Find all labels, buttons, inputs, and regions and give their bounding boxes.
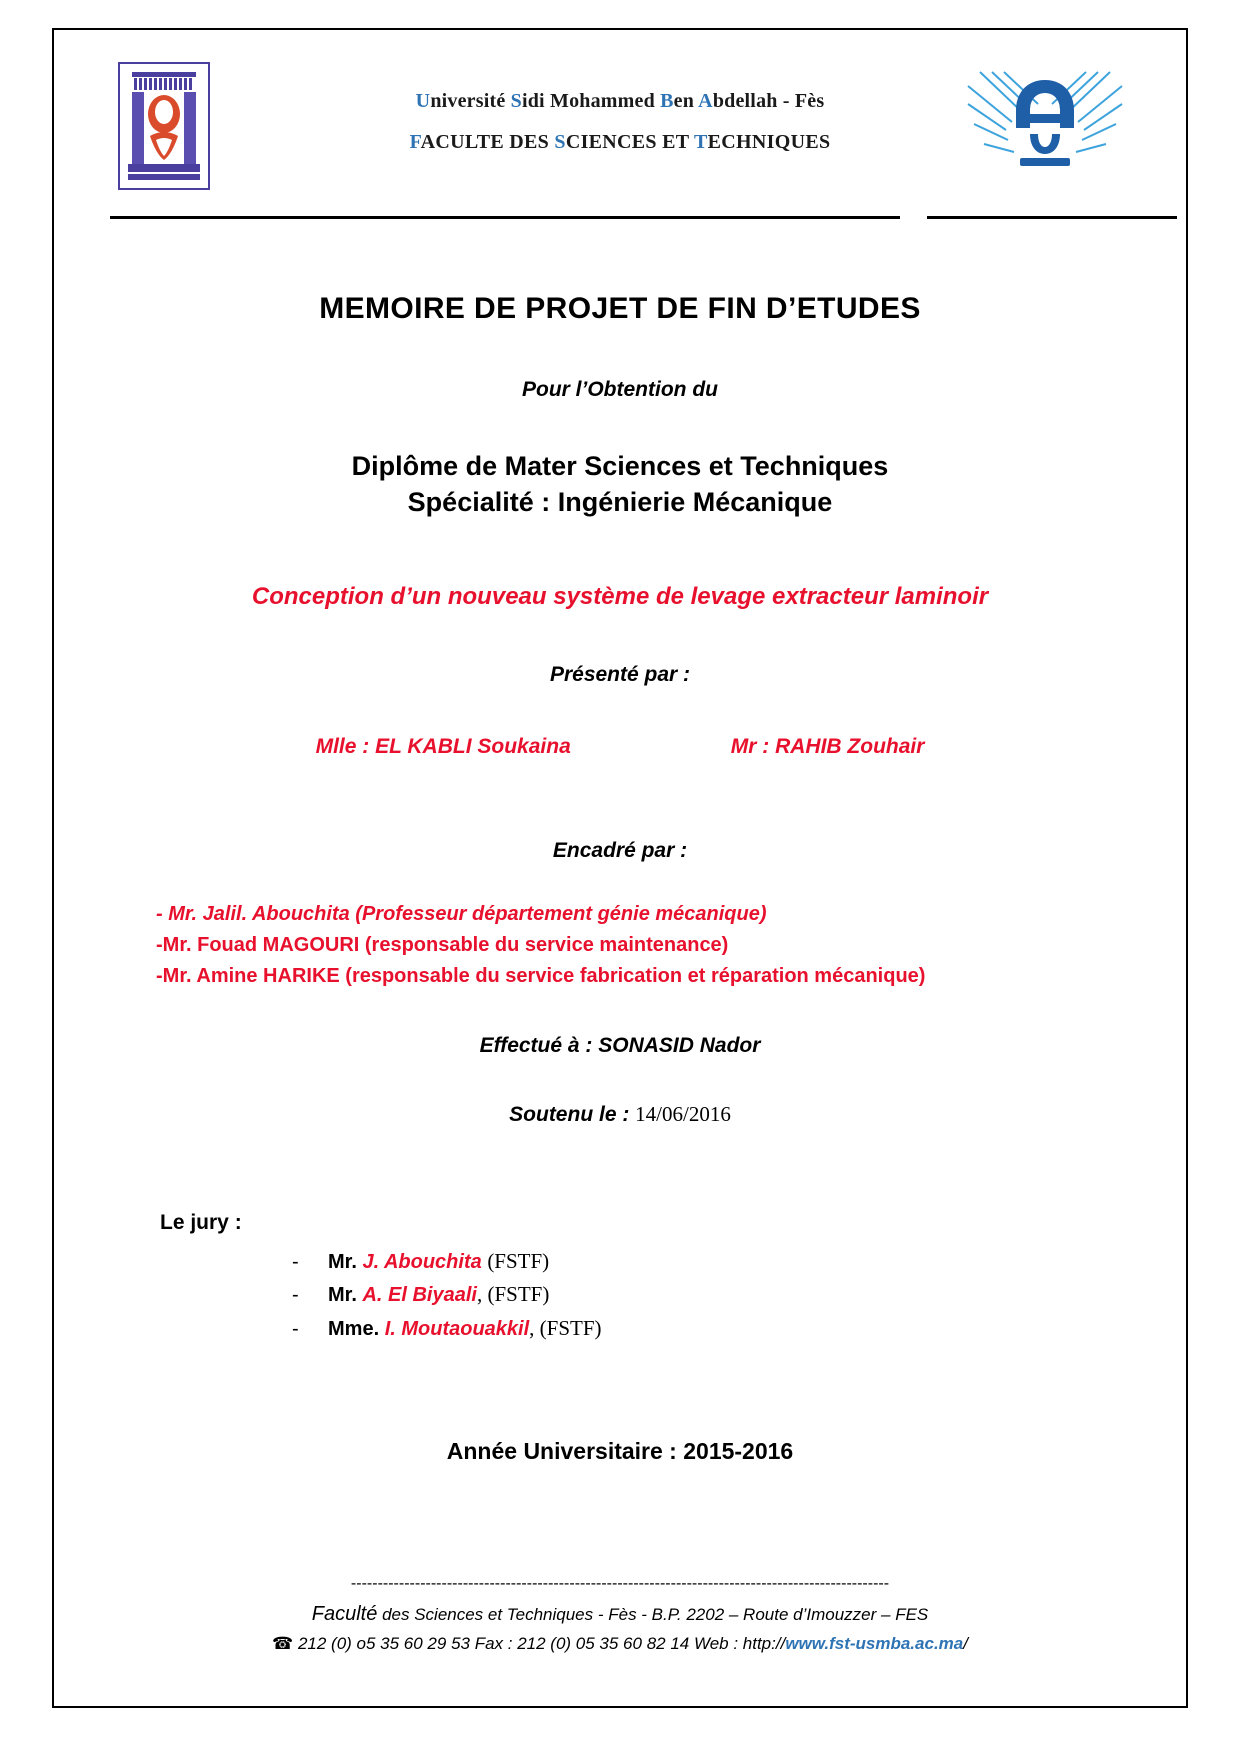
header-text-block (292, 90, 948, 154)
faculty-line: FACULTE DES SCIENCES ET TECHNIQUES (409, 131, 831, 153)
fst-logo (960, 66, 1130, 172)
usmba-seal-logo (118, 62, 210, 190)
document-header (82, 58, 1158, 198)
jury-role-2: Mr. (328, 1284, 357, 1307)
footer-address-rest: des Sciences et Techniques - Fès - B.P. 2202 – Route d’Imouzzer – FES (377, 1605, 929, 1624)
defense-line (82, 1102, 1158, 1127)
header-divider-right (927, 216, 1177, 219)
diploma-line-1: Diplôme de Mater Sciences et Techniques (351, 451, 889, 481)
jury-label: Le jury : (160, 1210, 242, 1234)
phone-icon: ☎ (272, 1634, 294, 1654)
document-page (52, 28, 1188, 1708)
footer-contact-suffix: / (963, 1634, 968, 1653)
footer-address (114, 1603, 1126, 1626)
subtitle: Pour l’Obtention du (522, 378, 718, 401)
document-body (82, 230, 1158, 1465)
footer-separator: ----------------------------------------------------------------------------------------------------- (350, 1575, 890, 1592)
author-1: Mlle : EL KABLI Soukaina (315, 734, 571, 758)
jury-member (292, 1278, 1158, 1312)
project-title: Conception d’un nouveau système de levage extracteur laminoir (251, 582, 989, 610)
defense-date: 14/06/2016 (635, 1101, 731, 1126)
jury-role-1: Mr. (328, 1250, 357, 1273)
document-footer (114, 1575, 1126, 1654)
supervisors-list (156, 899, 1158, 992)
jury-member (292, 1312, 1158, 1346)
website-link[interactable]: www.fst-usmba.ac.ma (785, 1634, 964, 1653)
jury-name-2: A. El Biyaali (362, 1284, 477, 1307)
author-2: Mr : RAHIB Zouhair (730, 734, 925, 758)
defense-label: Soutenu le : (509, 1102, 630, 1126)
jury-inst-2: , (FSTF) (476, 1282, 550, 1307)
supervisor-2: -Mr. Fouad MAGOURI (responsable du service maintenance) (156, 933, 729, 956)
jury-name-1: J. Abouchita (362, 1250, 482, 1273)
diploma-line-2: Spécialité : Ingénierie Mécanique (407, 487, 833, 518)
footer-address-emphasis: Faculté (311, 1603, 378, 1625)
jury-bullet-2: - (292, 1284, 299, 1307)
jury-role-3: Mme. (328, 1318, 380, 1341)
jury-bullet-3: - (292, 1318, 299, 1341)
performed-at: Effectué à : SONASID Nador (479, 1033, 761, 1057)
supervisor-3: -Mr. Amine HARIKE (responsable du service fabrication et réparation mécanique) (156, 964, 926, 987)
jury-bullet-1: - (292, 1250, 299, 1273)
academic-year: Année Universitaire : 2015-2016 (446, 1437, 794, 1464)
supervised-by-label: Encadré par : (552, 838, 688, 862)
jury-name-3: I. Moutaouakkil (384, 1318, 530, 1341)
authors-list (82, 735, 1158, 759)
footer-contact-text: 212 (0) o5 35 60 29 53 Fax : 212 (0) 05 35 60 82 14 Web : http:// (297, 1634, 786, 1653)
page-title: MEMOIRE DE PROJET DE FIN D’ETUDES (319, 292, 921, 325)
jury-inst-1: (FSTF) (487, 1248, 550, 1273)
jury-list (292, 1245, 1158, 1346)
jury-member (292, 1245, 1158, 1279)
presented-by-label: Présenté par : (549, 662, 691, 686)
supervisor-1: - Mr. Jalil. Abouchita (Professeur département génie mécanique) (156, 902, 767, 925)
diploma-block (82, 448, 1158, 521)
jury-inst-3: , (FSTF) (529, 1316, 602, 1341)
footer-contact (114, 1634, 1126, 1654)
university-line: Université Sidi Mohammed Ben Abdellah - Fès (415, 90, 825, 112)
header-divider-left (110, 216, 900, 219)
